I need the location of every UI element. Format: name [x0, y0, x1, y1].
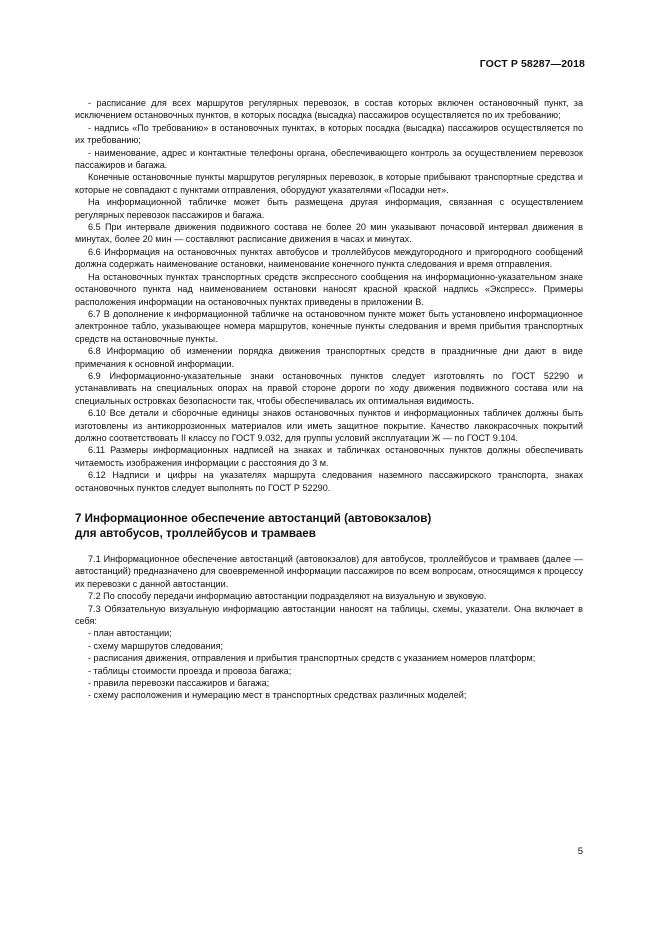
list-item: - план автостанции; — [88, 628, 172, 639]
list-item: - расписания движения, отправления и прибытия транспортных средств с указанием номеров платформ; — [88, 653, 536, 664]
standard-code-header: ГОСТ Р 58287—2018 — [479, 58, 585, 70]
paragraph: 7.3 Обязательную визуальную информацию автостанции наносят на таблицы, схемы, указатели. Она включает в себя: — [75, 603, 583, 627]
paragraph: На информационной табличке может быть размещена другая информация, связанная с осуществлением регулярных перевозок пассажиров и багажа. — [75, 197, 583, 220]
paragraph: 6.7 В дополнение к информационной табличке на остановочном пункте может быть установлено информационное электронное табло, указывающее номера маршрутов, конечные пункты следования и время прибытия транспортных средств на остановочные пункты. — [75, 308, 583, 344]
paragraph: 6.10 Все детали и сборочные единицы знаков остановочных пунктов и информационных табличек должны быть изготовлены из антикоррозионных материалов или иметь защитное покрытие. Качество лакокрасочных покрытий должно соответствовать II классу по ГОСТ 9.032, для группы условий эксплуатации Ж — по ГОСТ 9.104. — [75, 408, 583, 443]
list-item: - таблицы стоимости проезда и провоза багажа; — [88, 665, 292, 676]
section-heading-line: для автобусов, троллейбусов и трамваев — [75, 527, 316, 540]
paragraph: 6.8 Информацию об изменении порядка движения транспортных средств в праздничные дни дают в виде примечания к основной информации. — [75, 346, 583, 369]
page-number: 5 — [577, 846, 583, 857]
paragraph: 7.2 По способу передачи информацию автостанции подразделяют на визуальную и звуковую. — [88, 591, 487, 602]
section-heading — [75, 511, 583, 541]
list-item: - правила перевозки пассажиров и багажа; — [88, 678, 270, 689]
paragraph: 6.6 Информация на остановочных пунктах автобусов и троллейбусов междугородного и пригородного сообщений должна содержать наименование остановки, наименование конечного пункта следования и время отправления. — [75, 246, 583, 270]
paragraph: - надпись «По требованию» в остановочных пунктах, в которых посадка (высадка) пассажиров осуществляется по их требованию; — [75, 122, 583, 146]
paragraph: 7.1 Информационное обеспечение автостанций (автовокзалов) для автобусов, троллейбусов и трамваев (далее — автостанций) предназначено для своевременной информации пассажиров по всем вопросам, относящимся к процессу их перевозки с данной автостанции. — [75, 554, 583, 589]
list-item: - схему маршрутов следования; — [88, 640, 224, 651]
paragraph: - наименование, адрес и контактные телефоны органа, обеспечивающего контроль за осуществлением перевозок пассажиров и багажа. — [75, 147, 583, 171]
list-item: - схему расположения и нумерацию мест в транспортных средствах различных моделей; — [88, 690, 467, 701]
paragraph: 6.11 Размеры информационных надписей на знаках и табличках остановочных пунктов должны обеспечивать читаемость изображения информации с расстояния до 3 м. — [75, 445, 583, 468]
paragraph: - расписание для всех маршрутов регулярных перевозок, в состав которых включен остановочный пункт, за исключением остановочных пунктов, в которых посадка (высадка) пассажиров осуществляется по их требованию; — [75, 98, 583, 121]
page-body — [75, 97, 583, 702]
section-heading-line: 7 Информационное обеспечение автостанций (автовокзалов) — [75, 512, 432, 525]
paragraph: На остановочных пунктах транспортных средств экспрессного сообщения на информационно-указательном знаке остановочного пункта над наименованием остановки наносят красной краской надпись «Экспресс». Примеры расположения информации на остановочных пунктах приведены в приложении В. — [75, 271, 583, 307]
paragraph: 6.12 Надписи и цифры на указателях маршрута следования наземного пассажирского транспорта, знаках остановочных пунктов следует выполнять по ГОСТ Р 52290. — [75, 470, 583, 493]
paragraph: 6.9 Информационно-указательные знаки остановочных пунктов следует изготовлять по ГОСТ 52290 и устанавливать на специальных опорах на правой стороне дороги по ходу движения подвижного состава или на специальных островках безопасности так, чтобы обеспечивалась их оптимальная видимость. — [75, 370, 583, 406]
paragraph: Конечные остановочные пункты маршрутов регулярных перевозок, в которые прибывают транспортные средства и которые не совпадают с пунктами отправления, оборудуют указателями «Посадки нет». — [75, 172, 583, 195]
paragraph: 6.5 При интервале движения подвижного состава не более 20 мин указывают почасовой интервал движения в минутах, более 20 мин — составляют расписание движения в часах и минутах. — [75, 222, 583, 245]
